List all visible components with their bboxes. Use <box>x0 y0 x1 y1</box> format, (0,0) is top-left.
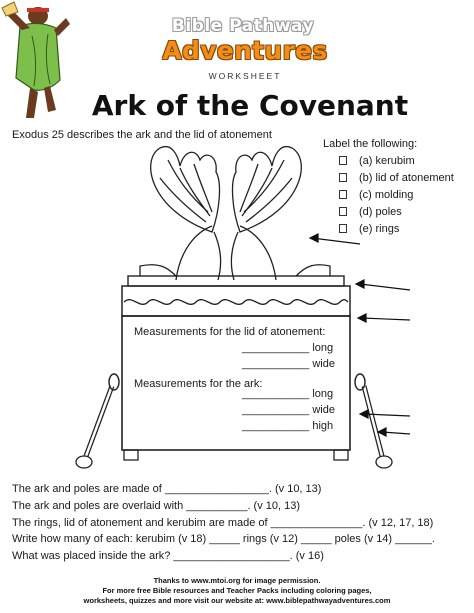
ark-wide-field[interactable]: ___________ wide <box>242 404 335 416</box>
label-item-kerubim <box>339 155 415 167</box>
ark-long-field[interactable]: ___________ long <box>242 388 334 400</box>
label-item-rings <box>339 223 399 235</box>
checkbox-icon[interactable] <box>339 156 347 165</box>
label-item-text: (d) poles <box>359 206 402 218</box>
lid-wide-field[interactable]: ___________ wide <box>242 358 335 370</box>
checkbox-icon[interactable] <box>339 207 347 216</box>
label-item-poles <box>339 206 402 218</box>
lid-of-atonement <box>128 276 344 286</box>
brand-main-text: Adventures <box>162 36 328 65</box>
footer-website[interactable]: worksheets, quizzes and more visit our website at: www.biblepathwayadventures.com <box>83 596 391 605</box>
footer-resources: For more free Bible resources and Teacher Packs including coloring pages, <box>102 586 372 595</box>
left-kerub-wing <box>151 147 220 232</box>
label-item-text: (b) lid of atonement <box>359 172 454 184</box>
footer-credit: Thanks to www.mtoi.org for image permission. <box>153 576 321 585</box>
label-item-text: (a) kerubim <box>359 155 415 167</box>
question-gold[interactable]: The rings, lid of atonement and kerubim are made of _______________. (v 12, 17, 18) <box>12 517 434 529</box>
checkbox-icon[interactable] <box>339 173 347 182</box>
ark-measurements-heading: Measurements for the ark: <box>134 378 263 390</box>
question-counts[interactable]: Write how many of each: kerubim (v 18) _____ rings (v 12) _____ poles (v 14) ______. <box>12 533 435 545</box>
page-title: Ark of the Covenant <box>91 89 409 122</box>
lid-long-field[interactable]: ___________ long <box>242 342 334 354</box>
label-item-lid <box>339 172 454 184</box>
mascot-icon <box>2 2 70 118</box>
label-item-text: (e) rings <box>359 223 400 235</box>
question-inside-ark[interactable]: What was placed inside the ark? ___________________. (v 16) <box>12 550 324 562</box>
right-kerub-wing <box>233 147 302 232</box>
label-item-text: (c) molding <box>359 189 414 201</box>
worksheet-label: WORKSHEET <box>208 71 282 81</box>
ark-high-field[interactable]: ___________ high <box>242 420 334 432</box>
intro-text: Exodus 25 describes the ark and the lid of atonement <box>12 129 272 141</box>
label-item-molding <box>339 189 413 201</box>
lid-measurements-heading: Measurements for the lid of atonement: <box>134 326 326 338</box>
question-material[interactable]: The ark and poles are made of _________________. (v 10, 13) <box>12 483 322 495</box>
checkbox-icon[interactable] <box>339 190 347 199</box>
checkbox-icon[interactable] <box>339 224 347 233</box>
question-overlay[interactable]: The ark and poles are overlaid with __________. (v 10, 13) <box>12 500 301 512</box>
label-heading: Label the following: <box>323 138 418 150</box>
brand-top-text: Bible Pathway <box>171 16 315 36</box>
